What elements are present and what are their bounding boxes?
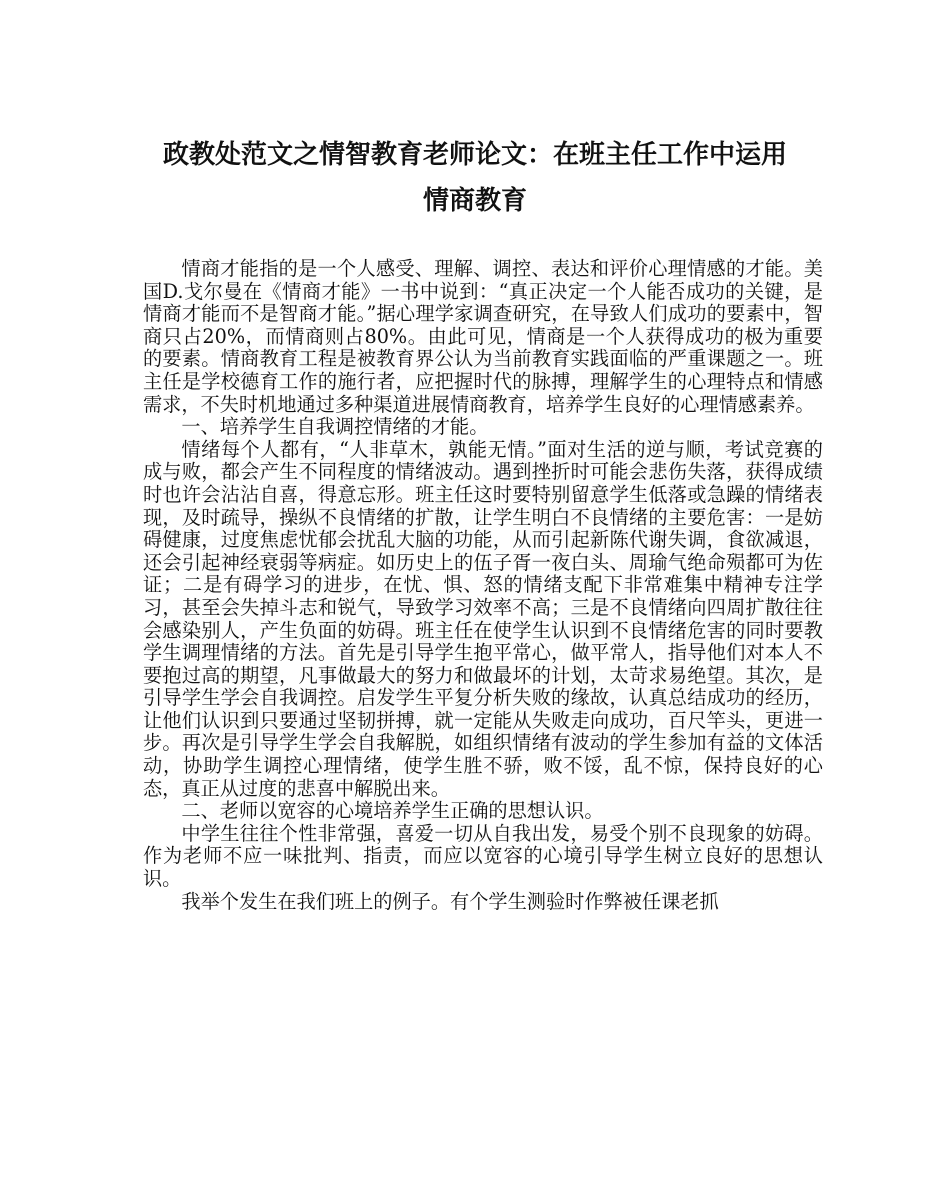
paragraph-section-1: 情绪每个人都有，“人非草木，孰能无情。”面对生活的逆与顺，考试竞赛的成与败，都会产生不同程度的情绪波动。遇到挫折时可能会悲伤失落，获得成绩时也许会沾沾自喜，得意忘形。班主任这时要特别留意学生低落或急躁的情绪表现，及时疏导，操纵不良情绪的扩散，让学生明白不良情绪的主要危害：一是妨碍健康，过度焦虑忧郁会扰乱大脑的功能，从而引起新陈代谢失调，食欲减退，还会引起神经衰弱等病症。如历史上的伍子胥一夜白头、周瑜气绝命殒都可为佐证；二是有碍学习的进步，在忧、惧、怒的情绪支配下非常难集中精神专注学习，甚至会失掉斗志和锐气，导致学习效率不高；三是不良情绪向四周扩散往往会感染别人，产生负面的妨碍。班主任在使学生认识到不良情绪危害的同时要教学生调理情绪的方法。首先是引导学生抱平常心，做平常人，指导他们对本人不要抱过高的期望，凡事做最大的努力和做最坏的计划，太苛求易绝望。其次，是引导学生学会自我调控。启发学生平复分析失败的缘故，认真总结成功的经历，让他们认识到只要通过坚韧拼搏，就一定能从失败走向成功，百尺竿头，更进一步。再次是引导学生学会自我解脱，如组织情绪有波动的学生参加有益的文体活动，协助学生调控心理情绪，使学生胜不骄，败不馁，乱不惊，保持良好的心态，真正从过度的悲喜中解脱出来。 [143,437,823,800]
paragraph-intro: 情商才能指的是一个人感受、理解、调控、表达和评价心理情感的才能。美国D.戈尔曼在《情商才能》一书中说到：“真正决定一个人能否成功的关键，是情商才能而不是智商才能。”据心理学家调查研究，在导致人们成功的要素中，智商只占20%，而情商则占80%。由此可见，情商是一个人获得成功的极为重要的要素。情商教育工程是被教育界公认为当前教育实践面临的严重课题之一。班主任是学校德育工作的施行者，应把握时代的脉搏，理解学生的心理特点和情感需求，不失时机地通过多种渠道进展情商教育，培养学生良好的心理情感素养。 [143,257,823,416]
title-line-1: 政教处范文之情智教育老师论文：在班主任工作中运用 [162,140,787,170]
paragraph-section-2: 中学生往往个性非常强，喜爱一切从自我出发，易受个别不良现象的妨碍。作为老师不应一味批判、指责，而应以宽容的心境引导学生树立良好的思想认识。 [143,821,823,891]
document-title [130,132,820,224]
section-heading-1: 一、培养学生自我调控情绪的才能。 [181,415,489,439]
title-line-2: 情商教育 [422,186,527,216]
section-heading-2: 二、老师以宽容的心境培养学生正确的思想认识。 [181,799,604,823]
document-body [143,258,823,913]
paragraph-example: 我举个发生在我们班上的例子。有个学生测验时作弊被任课老抓 [181,889,719,913]
